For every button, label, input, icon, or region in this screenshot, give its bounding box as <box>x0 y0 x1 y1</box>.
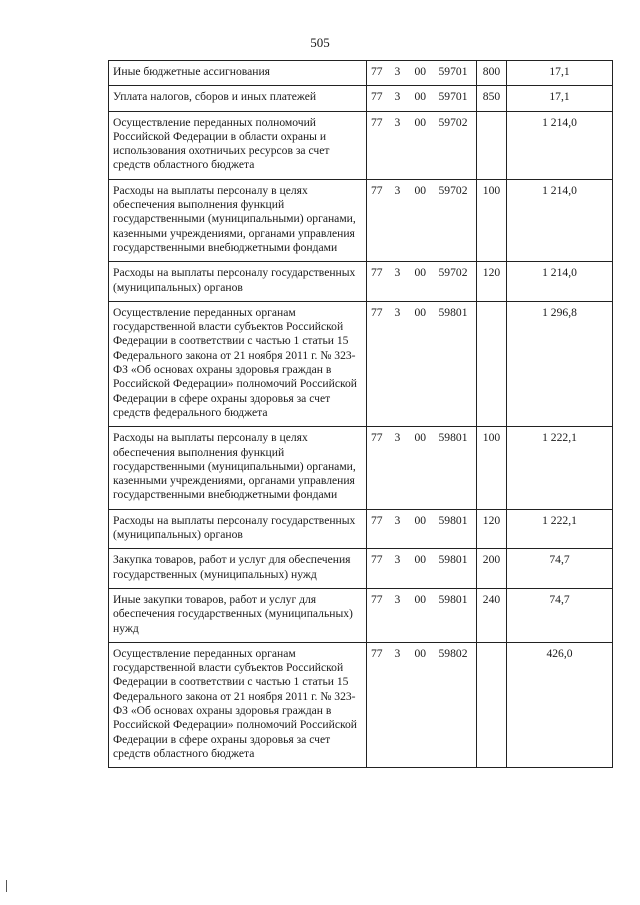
amount-cell: 74,7 <box>507 549 613 589</box>
table-row <box>109 301 613 426</box>
target-code-cell: 59801 <box>435 588 477 642</box>
target-code-cell: 59701 <box>435 61 477 86</box>
direction-code-cell: 00 <box>411 179 435 261</box>
subprogram-code-cell: 3 <box>391 301 411 426</box>
expense-type-cell <box>477 301 507 426</box>
expense-name-cell: Иные закупки товаров, работ и услуг для обеспечения государственных (муниципальных) нужд <box>109 588 367 642</box>
subprogram-code-cell: 3 <box>391 111 411 179</box>
table-row <box>109 262 613 302</box>
expense-name-cell: Осуществление переданных органам государственной власти субъектов Российской Федерации в соответствии с частью 1 статьи 15 Федерального закона от 21 ноября 2011 г. № 323-ФЗ «Об основах охраны здоровья граждан в Российской Федерации» полномочий Российской Федерации в сфере охраны здоровья за счет средств областного бюджета <box>109 642 367 767</box>
table-row <box>109 642 613 767</box>
expense-name-cell: Осуществление переданных органам государственной власти субъектов Российской Федерации в соответствии с частью 1 статьи 15 Федерального закона от 21 ноября 2011 г. № 323-ФЗ «Об основах охраны здоровья граждан в Российской Федерации» полномочий Российской Федерации в сфере охраны здоровья за счет средств федерального бюджета <box>109 301 367 426</box>
subprogram-code-cell: 3 <box>391 549 411 589</box>
target-code-cell: 59801 <box>435 301 477 426</box>
target-code-cell: 59801 <box>435 509 477 549</box>
table-row <box>109 111 613 179</box>
subprogram-code-cell: 3 <box>391 427 411 509</box>
amount-cell: 1 214,0 <box>507 262 613 302</box>
amount-cell: 426,0 <box>507 642 613 767</box>
direction-code-cell: 00 <box>411 262 435 302</box>
subprogram-code-cell: 3 <box>391 509 411 549</box>
table-row <box>109 509 613 549</box>
table-row <box>109 179 613 261</box>
table-row <box>109 61 613 86</box>
amount-cell: 1 222,1 <box>507 427 613 509</box>
direction-code-cell: 00 <box>411 61 435 86</box>
program-code-cell: 77 <box>367 61 391 86</box>
subprogram-code-cell: 3 <box>391 179 411 261</box>
table-row <box>109 427 613 509</box>
expense-name-cell: Расходы на выплаты персоналу в целях обеспечения выполнения функций государственными (муниципальными) органами, казенными учреждениями, органами управления государственными внебюджетными фондами <box>109 179 367 261</box>
subprogram-code-cell: 3 <box>391 61 411 86</box>
amount-cell: 1 214,0 <box>507 179 613 261</box>
table-row <box>109 588 613 642</box>
expense-name-cell: Осуществление переданных полномочий Российской Федерации в области охраны и использования охотничьих ресурсов за счет средств областного бюджета <box>109 111 367 179</box>
page-number: 505 <box>310 35 330 50</box>
target-code-cell: 59802 <box>435 642 477 767</box>
expense-type-cell: 240 <box>477 588 507 642</box>
expense-name-cell: Расходы на выплаты персоналу государственных (муниципальных) органов <box>109 262 367 302</box>
program-code-cell: 77 <box>367 549 391 589</box>
subprogram-code-cell: 3 <box>391 642 411 767</box>
expense-type-cell: 850 <box>477 86 507 111</box>
amount-cell: 1 296,8 <box>507 301 613 426</box>
program-code-cell: 77 <box>367 509 391 549</box>
budget-table <box>108 60 613 768</box>
expense-name-cell: Уплата налогов, сборов и иных платежей <box>109 86 367 111</box>
amount-cell: 17,1 <box>507 86 613 111</box>
program-code-cell: 77 <box>367 262 391 302</box>
direction-code-cell: 00 <box>411 549 435 589</box>
subprogram-code-cell: 3 <box>391 588 411 642</box>
target-code-cell: 59801 <box>435 427 477 509</box>
direction-code-cell: 00 <box>411 427 435 509</box>
expense-type-cell <box>477 642 507 767</box>
target-code-cell: 59701 <box>435 86 477 111</box>
direction-code-cell: 00 <box>411 301 435 426</box>
program-code-cell: 77 <box>367 642 391 767</box>
amount-cell: 1 214,0 <box>507 111 613 179</box>
amount-cell: 74,7 <box>507 588 613 642</box>
table-row <box>109 549 613 589</box>
expense-type-cell: 200 <box>477 549 507 589</box>
target-code-cell: 59801 <box>435 549 477 589</box>
program-code-cell: 77 <box>367 179 391 261</box>
expense-type-cell: 120 <box>477 262 507 302</box>
expense-type-cell: 800 <box>477 61 507 86</box>
table-row <box>109 86 613 111</box>
margin-mark <box>6 880 11 892</box>
program-code-cell: 77 <box>367 111 391 179</box>
expense-type-cell <box>477 111 507 179</box>
expense-name-cell: Иные бюджетные ассигнования <box>109 61 367 86</box>
program-code-cell: 77 <box>367 301 391 426</box>
program-code-cell: 77 <box>367 588 391 642</box>
expense-name-cell: Закупка товаров, работ и услуг для обеспечения государственных (муниципальных) нужд <box>109 549 367 589</box>
direction-code-cell: 00 <box>411 588 435 642</box>
direction-code-cell: 00 <box>411 86 435 111</box>
target-code-cell: 59702 <box>435 111 477 179</box>
amount-cell: 1 222,1 <box>507 509 613 549</box>
amount-cell: 17,1 <box>507 61 613 86</box>
program-code-cell: 77 <box>367 427 391 509</box>
expense-type-cell: 100 <box>477 179 507 261</box>
subprogram-code-cell: 3 <box>391 262 411 302</box>
direction-code-cell: 00 <box>411 642 435 767</box>
subprogram-code-cell: 3 <box>391 86 411 111</box>
direction-code-cell: 00 <box>411 111 435 179</box>
direction-code-cell: 00 <box>411 509 435 549</box>
target-code-cell: 59702 <box>435 179 477 261</box>
expense-name-cell: Расходы на выплаты персоналу государственных (муниципальных) органов <box>109 509 367 549</box>
program-code-cell: 77 <box>367 86 391 111</box>
expense-name-cell: Расходы на выплаты персоналу в целях обеспечения выполнения функций государственными (муниципальными) органами, казенными учреждениями, органами управления государственными внебюджетными фондами <box>109 427 367 509</box>
target-code-cell: 59702 <box>435 262 477 302</box>
expense-type-cell: 120 <box>477 509 507 549</box>
table-body <box>109 61 613 768</box>
expense-type-cell: 100 <box>477 427 507 509</box>
